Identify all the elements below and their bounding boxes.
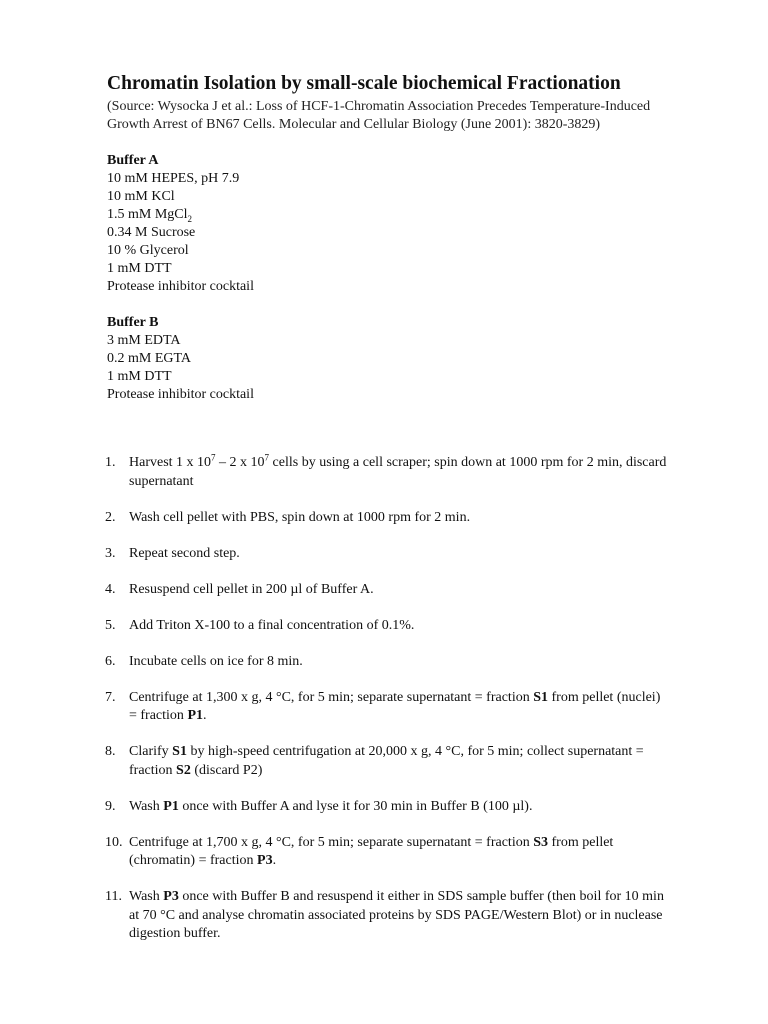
protocol-step: [107, 653, 667, 672]
buffer-b-item: 1 mM DTT: [107, 369, 172, 384]
document-page: [105, 72, 667, 941]
protocol-step: [107, 834, 667, 871]
fraction-label: P1: [187, 708, 203, 723]
buffer-a-title: Buffer A: [107, 153, 159, 168]
protocol-steps-list: [107, 454, 667, 961]
fraction-label: P3: [257, 853, 273, 868]
buffer-a-item: 1 mM DTT: [107, 261, 172, 276]
protocol-step: [107, 454, 667, 491]
mgcl-text: 1.5 mM MgCl: [107, 207, 188, 222]
step-number: 2.: [105, 509, 116, 525]
step-text-run: Centrifuge at 1,300 x g, 4 °C, for 5 min; separate supernatant = fraction: [129, 689, 534, 705]
step-text-run: Repeat second step.: [129, 545, 240, 561]
buffer-a-item: 10 % Glycerol: [107, 243, 189, 258]
step-text: [129, 509, 667, 528]
document-title: Chromatin Isolation by small-scale biochemical Fractionation: [107, 73, 621, 94]
buffer-a-item: 10 mM HEPES, pH 7.9: [107, 171, 240, 186]
step-text-run: Clarify: [129, 744, 173, 759]
step-number: 11.: [105, 889, 122, 904]
step-text-run: .: [272, 853, 277, 868]
superscript: 7: [264, 452, 270, 463]
step-text: [129, 834, 667, 871]
protocol-step: [107, 888, 667, 944]
buffer-a-item-mgcl2: [107, 206, 667, 224]
step-text: [129, 454, 667, 491]
step-text: [129, 743, 667, 780]
superscript: 7: [211, 452, 216, 463]
protocol-step: [107, 743, 667, 780]
step-text-run: Wash: [129, 798, 164, 814]
fraction-label: S3: [533, 834, 549, 850]
step-text-run: from pellet (chromatin) = fraction: [129, 834, 614, 868]
step-text-run: Harvest 1 x 10: [129, 455, 212, 470]
buffer-b-item: 0.2 mM EGTA: [107, 351, 192, 366]
step-text: [129, 888, 667, 944]
fraction-label: S1: [533, 689, 549, 705]
fraction-label: S2: [176, 762, 191, 778]
step-text-run: (discard P2): [190, 762, 263, 778]
step-number: 3.: [105, 545, 116, 561]
buffer-b-title: Buffer B: [107, 315, 159, 330]
step-text-run: cells by using a cell scraper; spin down at 1000 rpm for 2 min, discard supernatant: [129, 455, 667, 489]
protocol-step: [107, 581, 667, 600]
step-text-run: Centrifuge at 1,700 x g, 4 °C, for 5 min; separate supernatant = fraction: [129, 834, 534, 850]
step-text: [129, 545, 667, 564]
step-text-run: once with Buffer B and resuspend it either in SDS sample buffer (then boil for 10 min at 70 °C and analyse chromatin associated proteins by SDS PAGE/Western Blot) or in nuclease digestion buffer.: [129, 889, 664, 941]
protocol-step: [107, 617, 667, 636]
protocol-step: [107, 689, 667, 726]
buffer-a-item: Protease inhibitor cocktail: [107, 279, 254, 294]
step-text-run: Add Triton X-100 to a final concentration of 0.1%.: [129, 617, 415, 633]
step-text-run: Resuspend cell pellet in 200 µl of Buffer A.: [129, 581, 374, 597]
buffer-b-item: Protease inhibitor cocktail: [107, 387, 254, 402]
step-number: 10.: [105, 834, 123, 850]
buffer-a-item: 10 mM KCl: [107, 189, 175, 204]
buffer-a-item: 0.34 M Sucrose: [107, 225, 196, 240]
step-text-run: Wash: [129, 889, 164, 904]
protocol-step: [107, 798, 667, 817]
step-text: [129, 581, 667, 600]
source-citation: (Source: Wysocka J et al.: Loss of HCF-1-Chromatin Association Precedes Temperature-Induced Growth Arrest of BN67 Cells. Molecular and Cellular Biology (June 2001): 3820-3829): [107, 99, 651, 132]
step-text-run: .: [203, 708, 207, 723]
step-text-run: Wash cell pellet with PBS, spin down at 1000 rpm for 2 min.: [129, 509, 471, 525]
step-text-run: once with Buffer A and lyse it for 30 min in Buffer B (100 µl).: [178, 798, 533, 814]
step-number: 8.: [105, 744, 116, 759]
buffer-b-item: 3 mM EDTA: [107, 333, 181, 348]
step-text-run: by high-speed centrifugation at 20,000 x g, 4 °C, for 5 min; collect supernatant = fraction: [129, 744, 644, 778]
buffer-a-section: [107, 152, 667, 296]
step-number: 6.: [105, 653, 116, 669]
fraction-label: P3: [163, 889, 179, 904]
step-number: 5.: [105, 617, 116, 633]
step-number: 1.: [105, 455, 116, 470]
step-text: [129, 798, 667, 817]
protocol-step: [107, 509, 667, 528]
step-text: [129, 617, 667, 636]
step-text: [129, 689, 667, 726]
step-text: [129, 653, 667, 672]
step-number: 7.: [105, 689, 116, 705]
step-number: 4.: [105, 581, 116, 597]
fraction-label: S1: [172, 744, 187, 759]
fraction-label: P1: [163, 798, 179, 814]
step-text-run: Incubate cells on ice for 8 min.: [129, 653, 303, 669]
step-text-run: from pellet (nuclei) = fraction: [129, 689, 661, 723]
mgcl-subscript: 2: [187, 213, 193, 224]
buffer-b-section: [107, 314, 667, 404]
step-text-run: – 2 x 10: [215, 455, 265, 470]
step-number: 9.: [105, 798, 116, 814]
protocol-step: [107, 545, 667, 564]
